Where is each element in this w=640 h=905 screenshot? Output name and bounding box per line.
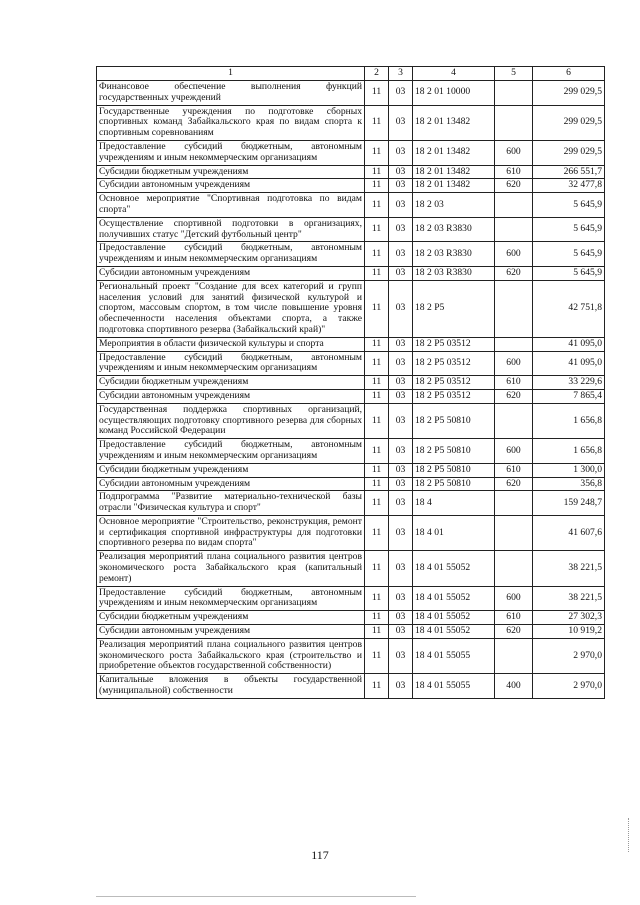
row-subsection: 03: [389, 463, 413, 477]
row-name: Реализация мероприятий плана социального развития центров экономического роста Забайкальского края (строительство и приобретение объектов государственной собственности): [97, 638, 365, 673]
row-name: Предоставление субсидий бюджетным, автономным учреждениям и иным некоммерческим организациям: [97, 140, 365, 165]
row-amount: 5 645,9: [533, 217, 605, 242]
row-section: 11: [365, 463, 389, 477]
row-amount: 1 300,0: [533, 463, 605, 477]
row-amount: 2 970,0: [533, 674, 605, 699]
row-target-article: 18 2 01 13482: [413, 140, 495, 165]
row-target-article: 18 2 01 13482: [413, 179, 495, 193]
row-expense-type: [495, 81, 533, 106]
row-name: Финансовое обеспечение выполнения функций государственных учреждений: [97, 81, 365, 106]
row-target-article: 18 2 P5 50810: [413, 477, 495, 491]
row-section: 11: [365, 674, 389, 699]
row-section: 11: [365, 586, 389, 611]
table-row: [97, 266, 605, 280]
table-row: [97, 179, 605, 193]
row-name: Государственная поддержка спортивных организаций, осуществляющих подготовку спортивного резерва для сборных команд Российской Федерации: [97, 403, 365, 438]
row-subsection: 03: [389, 266, 413, 280]
row-target-article: 18 2 P5 50810: [413, 439, 495, 464]
row-amount: 41 095,0: [533, 351, 605, 376]
row-name: Предоставление субсидий бюджетным, автономным учреждениям и иным некоммерческим организациям: [97, 439, 365, 464]
row-target-article: 18 4 01 55052: [413, 625, 495, 639]
table-row: [97, 403, 605, 438]
table-row: [97, 611, 605, 625]
row-section: 11: [365, 242, 389, 267]
row-expense-type: [495, 217, 533, 242]
row-target-article: 18 4 01 55052: [413, 551, 495, 586]
row-subsection: 03: [389, 625, 413, 639]
row-subsection: 03: [389, 674, 413, 699]
row-amount: 299 029,5: [533, 81, 605, 106]
row-section: 11: [365, 140, 389, 165]
row-name: Субсидии автономным учреждениям: [97, 625, 365, 639]
row-section: 11: [365, 403, 389, 438]
row-target-article: 18 4 01 55055: [413, 638, 495, 673]
row-subsection: 03: [389, 403, 413, 438]
row-expense-type: [495, 551, 533, 586]
row-amount: 266 551,7: [533, 165, 605, 179]
row-expense-type: 610: [495, 376, 533, 390]
row-name: Государственные учреждения по подготовке сборных спортивных команд Забайкальского края по видам спорта к спортивным соревнованиям: [97, 105, 365, 140]
row-subsection: 03: [389, 217, 413, 242]
row-expense-type: [495, 280, 533, 337]
row-expense-type: 600: [495, 439, 533, 464]
column-header: 3: [389, 67, 413, 81]
row-target-article: 18 2 P5 03512: [413, 376, 495, 390]
row-expense-type: 610: [495, 463, 533, 477]
table-row: [97, 551, 605, 586]
table-row: [97, 638, 605, 673]
row-subsection: 03: [389, 638, 413, 673]
row-section: 11: [365, 551, 389, 586]
row-amount: 41 607,6: [533, 515, 605, 550]
row-expense-type: 610: [495, 165, 533, 179]
table-row: [97, 515, 605, 550]
row-subsection: 03: [389, 491, 413, 516]
table-row: [97, 439, 605, 464]
row-name: Субсидии бюджетным учреждениям: [97, 611, 365, 625]
row-section: 11: [365, 337, 389, 351]
row-target-article: 18 4 01 55052: [413, 586, 495, 611]
row-expense-type: [495, 515, 533, 550]
row-section: 11: [365, 515, 389, 550]
row-target-article: 18 4: [413, 491, 495, 516]
row-amount: 32 477,8: [533, 179, 605, 193]
row-target-article: 18 2 01 10000: [413, 81, 495, 106]
row-subsection: 03: [389, 586, 413, 611]
column-header: 6: [533, 67, 605, 81]
row-subsection: 03: [389, 351, 413, 376]
row-subsection: 03: [389, 81, 413, 106]
footer-divider: [96, 896, 416, 897]
column-header: 5: [495, 67, 533, 81]
row-subsection: 03: [389, 242, 413, 267]
row-amount: 159 248,7: [533, 491, 605, 516]
row-expense-type: [495, 403, 533, 438]
row-name: Субсидии бюджетным учреждениям: [97, 463, 365, 477]
row-expense-type: 620: [495, 389, 533, 403]
row-section: 11: [365, 217, 389, 242]
table-row: [97, 586, 605, 611]
row-expense-type: 600: [495, 140, 533, 165]
row-amount: 1 656,8: [533, 403, 605, 438]
row-name: Субсидии бюджетным учреждениям: [97, 165, 365, 179]
row-section: 11: [365, 625, 389, 639]
table-row: [97, 491, 605, 516]
row-name: Предоставление субсидий бюджетным, автономным учреждениям и иным некоммерческим организациям: [97, 242, 365, 267]
table-row: [97, 625, 605, 639]
table-row: [97, 477, 605, 491]
row-section: 11: [365, 477, 389, 491]
row-section: 11: [365, 638, 389, 673]
row-target-article: 18 2 P5 03512: [413, 351, 495, 376]
row-amount: 27 302,3: [533, 611, 605, 625]
table-row: [97, 337, 605, 351]
row-amount: 5 645,9: [533, 193, 605, 218]
row-subsection: 03: [389, 477, 413, 491]
row-subsection: 03: [389, 376, 413, 390]
row-section: 11: [365, 165, 389, 179]
row-expense-type: [495, 337, 533, 351]
row-amount: 7 865,4: [533, 389, 605, 403]
row-target-article: 18 4 01: [413, 515, 495, 550]
column-header: 1: [97, 67, 365, 81]
row-target-article: 18 2 03 R3830: [413, 242, 495, 267]
row-amount: 299 029,5: [533, 140, 605, 165]
row-amount: 38 221,5: [533, 551, 605, 586]
row-target-article: 18 2 03: [413, 193, 495, 218]
row-section: 11: [365, 611, 389, 625]
table-row: [97, 351, 605, 376]
row-subsection: 03: [389, 165, 413, 179]
row-expense-type: [495, 638, 533, 673]
row-amount: 41 095,0: [533, 337, 605, 351]
row-expense-type: 600: [495, 586, 533, 611]
row-amount: 10 919,2: [533, 625, 605, 639]
row-amount: 2 970,0: [533, 638, 605, 673]
row-expense-type: 620: [495, 625, 533, 639]
row-name: Региональный проект "Создание для всех категорий и групп населения условий для занятий физической культурой и спортом, массовым спортом, в том числе повышение уровня обеспеченности населения объектами спорта, а также подготовка спортивного резерва (Забайкальский край)": [97, 280, 365, 337]
row-name: Реализация мероприятий плана социального развития центров экономического роста Забайкальского края (капитальный ремонт): [97, 551, 365, 586]
scan-edge-mark: [628, 818, 631, 852]
row-target-article: 18 4 01 55055: [413, 674, 495, 699]
row-section: 11: [365, 389, 389, 403]
row-expense-type: 620: [495, 477, 533, 491]
row-target-article: 18 2 03 R3830: [413, 266, 495, 280]
row-section: 11: [365, 491, 389, 516]
row-subsection: 03: [389, 337, 413, 351]
row-name: Субсидии автономным учреждениям: [97, 266, 365, 280]
row-target-article: 18 2 P5 50810: [413, 463, 495, 477]
row-target-article: 18 2 01 13482: [413, 105, 495, 140]
row-target-article: 18 2 P5 03512: [413, 389, 495, 403]
row-section: 11: [365, 439, 389, 464]
row-target-article: 18 2 P5: [413, 280, 495, 337]
row-name: Капитальные вложения в объекты государственной (муниципальной) собственности: [97, 674, 365, 699]
row-subsection: 03: [389, 611, 413, 625]
row-amount: 356,8: [533, 477, 605, 491]
row-section: 11: [365, 193, 389, 218]
row-subsection: 03: [389, 140, 413, 165]
row-subsection: 03: [389, 280, 413, 337]
row-target-article: 18 2 P5 03512: [413, 337, 495, 351]
row-amount: 1 656,8: [533, 439, 605, 464]
row-target-article: 18 2 01 13482: [413, 165, 495, 179]
row-name: Предоставление субсидий бюджетным, автономным учреждениям и иным некоммерческим организациям: [97, 586, 365, 611]
table-body: [97, 81, 605, 699]
table-row: [97, 81, 605, 106]
row-subsection: 03: [389, 515, 413, 550]
row-subsection: 03: [389, 551, 413, 586]
row-section: 11: [365, 376, 389, 390]
row-name: Субсидии автономным учреждениям: [97, 477, 365, 491]
row-subsection: 03: [389, 193, 413, 218]
column-header: 4: [413, 67, 495, 81]
row-subsection: 03: [389, 179, 413, 193]
row-name: Основное мероприятие "Спортивная подготовка по видам спорта": [97, 193, 365, 218]
row-expense-type: 400: [495, 674, 533, 699]
budget-table: [96, 66, 605, 699]
row-section: 11: [365, 81, 389, 106]
row-amount: 38 221,5: [533, 586, 605, 611]
row-section: 11: [365, 351, 389, 376]
column-header: 2: [365, 67, 389, 81]
table-row: [97, 376, 605, 390]
table-row: [97, 105, 605, 140]
table-row: [97, 165, 605, 179]
row-name: Подпрограмма "Развитие материально-технической базы отрасли "Физическая культура и спорт": [97, 491, 365, 516]
row-name: Субсидии автономным учреждениям: [97, 389, 365, 403]
table-row: [97, 217, 605, 242]
row-amount: 33 229,6: [533, 376, 605, 390]
row-amount: 5 645,9: [533, 242, 605, 267]
page-number: 117: [311, 848, 329, 862]
row-subsection: 03: [389, 105, 413, 140]
row-name: Предоставление субсидий бюджетным, автономным учреждениям и иным некоммерческим организациям: [97, 351, 365, 376]
row-target-article: 18 2 P5 50810: [413, 403, 495, 438]
row-section: 11: [365, 266, 389, 280]
table-row: [97, 463, 605, 477]
row-name: Субсидии бюджетным учреждениям: [97, 376, 365, 390]
table-row: [97, 389, 605, 403]
row-name: Мероприятия в области физической культуры и спорта: [97, 337, 365, 351]
row-amount: 299 029,5: [533, 105, 605, 140]
row-amount: 42 751,8: [533, 280, 605, 337]
row-section: 11: [365, 280, 389, 337]
row-section: 11: [365, 179, 389, 193]
row-name: Субсидии автономным учреждениям: [97, 179, 365, 193]
row-subsection: 03: [389, 389, 413, 403]
row-expense-type: [495, 491, 533, 516]
table-row: [97, 280, 605, 337]
row-expense-type: 600: [495, 351, 533, 376]
table-row: [97, 140, 605, 165]
row-subsection: 03: [389, 439, 413, 464]
header-row: [97, 67, 605, 81]
row-expense-type: 610: [495, 611, 533, 625]
row-name: Осуществление спортивной подготовки в организациях, получивших статус "Детский футбольный центр": [97, 217, 365, 242]
row-expense-type: 620: [495, 179, 533, 193]
row-name: Основное мероприятие "Строительство, реконструкция, ремонт и сертификация спортивной инфраструктуры для подготовки спортивного резерва по видам спорта": [97, 515, 365, 550]
row-expense-type: 620: [495, 266, 533, 280]
table-row: [97, 674, 605, 699]
row-amount: 5 645,9: [533, 266, 605, 280]
row-section: 11: [365, 105, 389, 140]
row-expense-type: [495, 193, 533, 218]
row-target-article: 18 4 01 55052: [413, 611, 495, 625]
row-expense-type: 600: [495, 242, 533, 267]
table-row: [97, 242, 605, 267]
table-row: [97, 193, 605, 218]
row-expense-type: [495, 105, 533, 140]
row-target-article: 18 2 03 R3830: [413, 217, 495, 242]
